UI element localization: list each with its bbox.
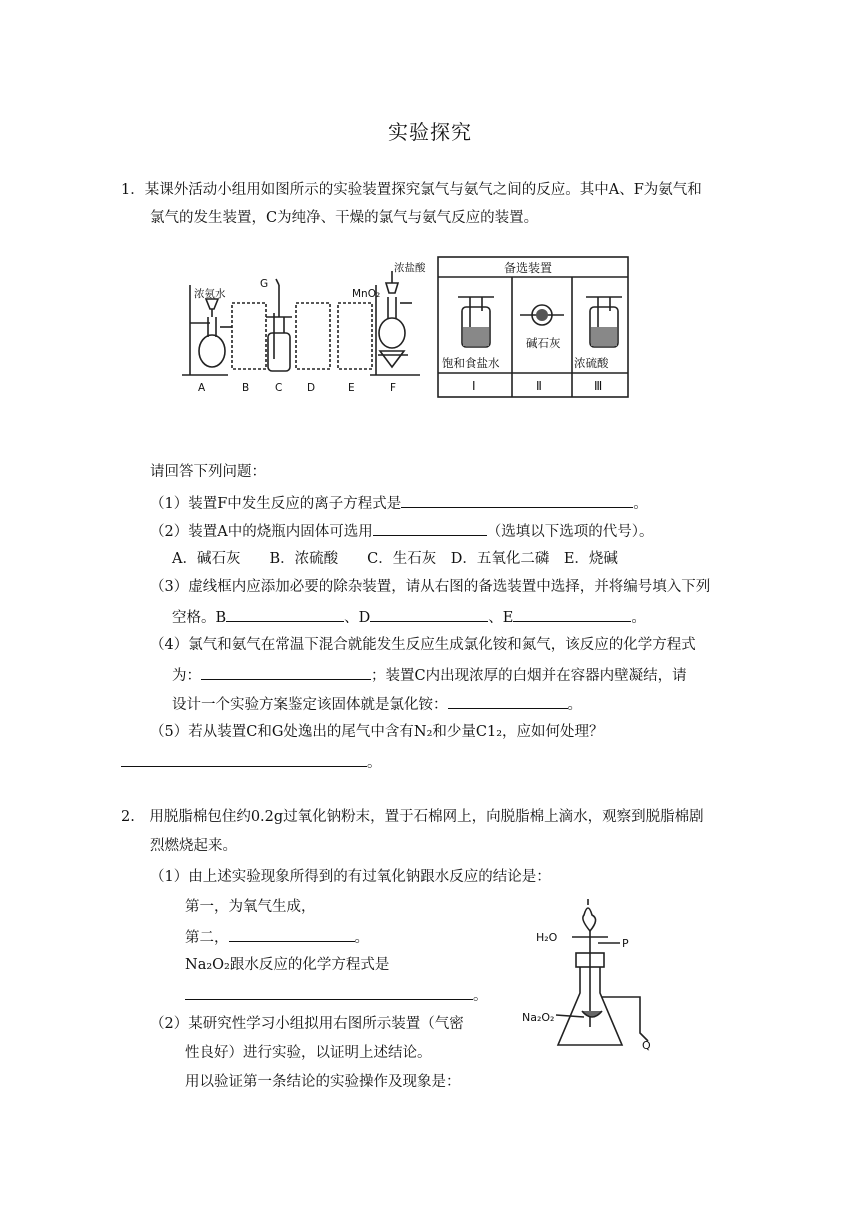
q1-stem-line1: 1．某课外活动小组用如图所示的实验装置探究氯气与氨气之间的反应。其中A、F为氨气和 xyxy=(121,182,702,198)
option-ii-label: 碱石灰 xyxy=(526,336,561,350)
q1-part4-line2: 为： ；装置C内出现浓厚的白烟并在容器内壁凝结，请 xyxy=(172,664,687,686)
q1-part1-text: （1）装置F中发生反应的离子方程式是 xyxy=(150,496,402,512)
q1-part4-equation-blank[interactable] xyxy=(201,664,371,680)
q1-apparatus-figure xyxy=(180,255,640,405)
letter-b: B xyxy=(242,382,250,394)
q2-equation-prompt: Na₂O₂跟水反应的化学方程式是 xyxy=(185,957,390,973)
label-g: G xyxy=(260,278,269,290)
box-d xyxy=(296,303,330,369)
label-mno2: MnO₂ xyxy=(352,288,381,300)
q2-part2-line1: （2）某研究性学习小组拟用右图所示装置（气密 xyxy=(150,1016,464,1032)
blank-e[interactable] xyxy=(513,606,631,622)
numeral-ii: Ⅱ xyxy=(536,379,542,393)
box-b xyxy=(232,303,266,369)
q2-first: 第一，为氧气生成， xyxy=(185,899,316,915)
blank-d[interactable] xyxy=(370,606,488,622)
q1-part2-text: （2）装置A中的烧瓶内固体可选用 xyxy=(150,524,373,540)
q1-part4-method-blank[interactable] xyxy=(448,693,568,709)
box-e xyxy=(338,303,372,369)
q1-prompt: 请回答下列问题： xyxy=(150,464,266,480)
option-i-label: 饱和食盐水 xyxy=(442,356,500,370)
q1-part2-blank[interactable] xyxy=(373,520,487,536)
label-p: P xyxy=(622,937,629,950)
q1-part2: （2）装置A中的烧瓶内固体可选用 （选填以下选项的代号）。 xyxy=(150,520,653,542)
q1-part1: （1）装置F中发生反应的离子方程式是 。 xyxy=(150,492,648,514)
numeral-iii: Ⅲ xyxy=(594,379,603,393)
label-nh3-water: 浓氨水 xyxy=(194,288,226,300)
letter-a: A xyxy=(198,382,206,394)
q1-part5-blank[interactable] xyxy=(121,751,367,767)
letter-e: E xyxy=(348,382,355,394)
q2-equation-blank[interactable] xyxy=(185,984,473,1000)
q2-part1: （1）由上述实验现象所得到的有过氧化钠跟水反应的结论是： xyxy=(150,869,551,885)
q2-part2-line2: 性良好）进行实验，以证明上述结论。 xyxy=(185,1045,432,1061)
blank-b[interactable] xyxy=(226,606,344,622)
q1-part1-blank[interactable] xyxy=(401,492,633,508)
letter-f: F xyxy=(390,382,397,394)
label-hcl: 浓盐酸 xyxy=(394,262,426,274)
q1-part4-line3: 设计一个实验方案鉴定该固体就是氯化铵： 。 xyxy=(172,693,582,715)
q2-second: 第二， 。 xyxy=(185,926,369,948)
q2-part2-line3: 用以验证第一条结论的实验操作及现象是： xyxy=(185,1074,461,1090)
flask-a xyxy=(199,335,225,367)
letter-d: D xyxy=(307,382,316,394)
q1-part3-line2: 空格。B 、D 、E 。 xyxy=(172,606,646,628)
label-na2o2: Na₂O₂ xyxy=(522,1011,555,1024)
q1-part5-line1: （5）若从装置C和G处逸出的尾气中含有N₂和少量C1₂，应如何处理？ xyxy=(150,724,604,740)
flask-f xyxy=(379,318,405,348)
bottle-c xyxy=(268,333,290,371)
q2-equation-line: 。 xyxy=(185,984,488,1006)
q2-stem-line2: 烈燃烧起来。 xyxy=(150,838,237,854)
letter-c: C xyxy=(275,382,283,394)
q1-part3-line1: （3）虚线框内应添加必要的除杂装置，请从右图的备选装置中选择，并将编号填入下列 xyxy=(150,579,711,595)
numeral-i: Ⅰ xyxy=(472,379,476,393)
page-title: 实验探究 xyxy=(388,120,472,144)
q1-part5-line2: 。 xyxy=(121,751,382,773)
option-iii-label: 浓硫酸 xyxy=(574,356,609,370)
q2-stem-line1: 2. 用脱脂棉包住约0.2g过氧化钠粉末，置于石棉网上，向脱脂棉上滴水，观察到脱脂棉剧 xyxy=(121,809,704,825)
q2-apparatus-figure xyxy=(520,895,670,1055)
q2-second-blank[interactable] xyxy=(229,926,355,942)
q1-stem-line2: 氯气的发生装置，C为纯净、干燥的氯气与氨气反应的装置。 xyxy=(150,210,539,226)
panel-title: 备选装置 xyxy=(504,261,553,275)
q1-part4-line1: （4）氯气和氨气在常温下混合就能发生反应生成氯化铵和氮气，该反应的化学方程式 xyxy=(150,637,696,653)
label-h2o: H₂O xyxy=(536,931,558,944)
q1-choices: A．碱石灰 B．浓硫酸 C．生石灰 D．五氧化二磷 E．烧碱 xyxy=(172,551,618,567)
label-q: Q xyxy=(642,1039,651,1052)
funnel-bulb xyxy=(583,908,596,931)
